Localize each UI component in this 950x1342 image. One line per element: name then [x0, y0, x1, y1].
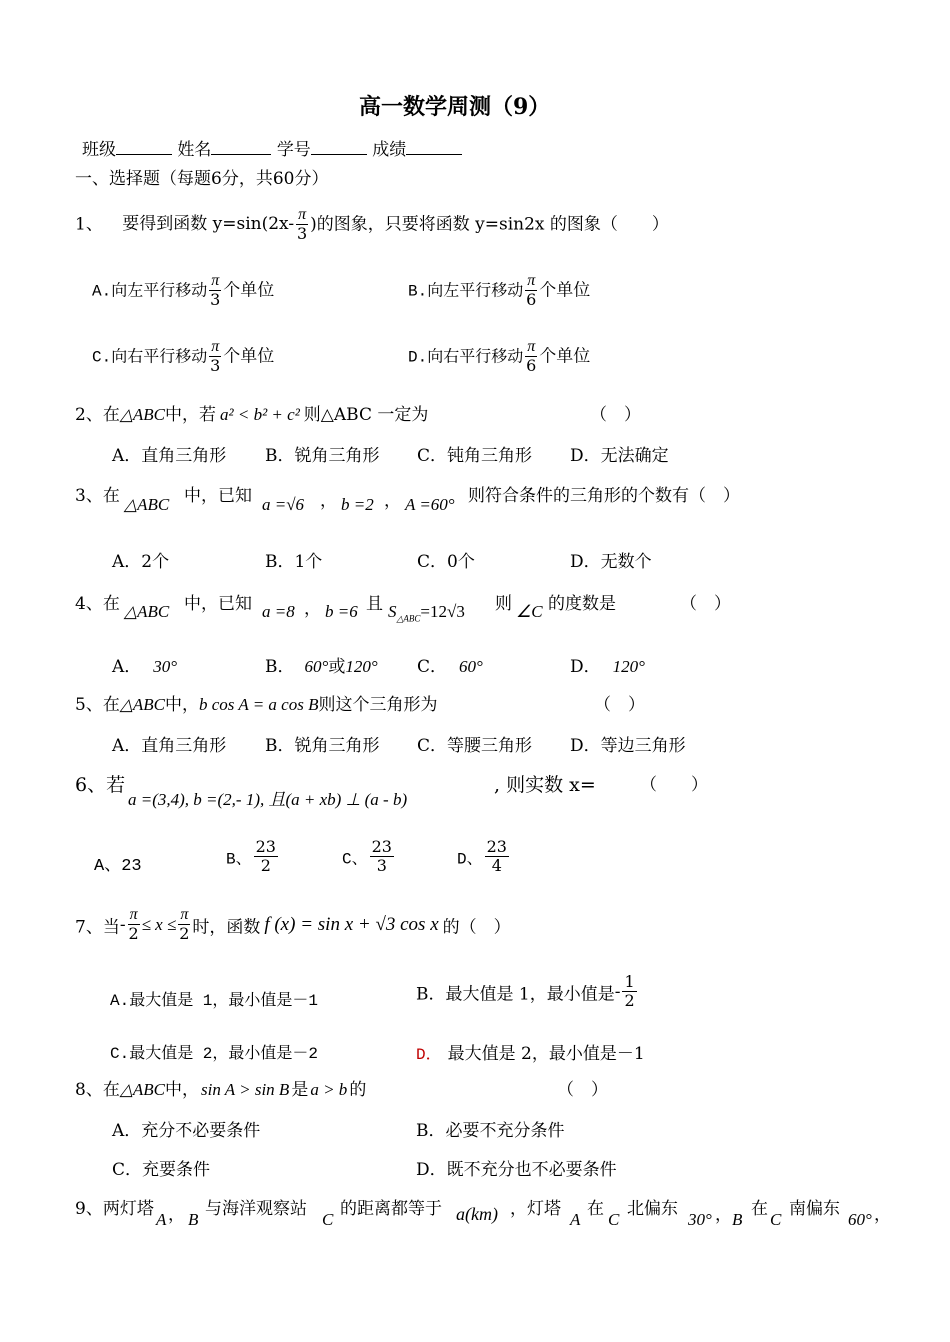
comma: ， [168, 1205, 185, 1225]
section-heading: 一、选择题（每题6分，共60分） [75, 169, 329, 189]
q9-text-5: 南偏东 [789, 1199, 840, 1219]
q9-distance: a(km) [456, 1204, 498, 1224]
comma: ， [304, 599, 321, 619]
q6-option-a[interactable]: A、23 [94, 857, 142, 876]
q2-option-d[interactable]: D．无法确定 [570, 446, 669, 466]
id-label: 学号 [276, 140, 311, 160]
q7-option-c[interactable]: C.最大值是 2，最小值是－2 [110, 1045, 319, 1063]
question-8: 8、在△ABC中， sin A > sin B 是 a > b 的 [75, 1080, 367, 1100]
q4-lead: 4、在 [75, 594, 120, 614]
q3-option-b[interactable]: B．1个 [265, 552, 323, 572]
q3-cond-b: b =2 [341, 495, 374, 514]
q6-post: , 则实数 x= [494, 774, 596, 796]
q4-cond-a: a =8 [262, 602, 295, 621]
q9-text-3: ，灯塔 [510, 1199, 561, 1219]
q8-option-c[interactable]: C．充要条件 [112, 1160, 211, 1180]
q1-option-c[interactable]: C.向右平行移动 $\frac{\pi}{3}$ 个单位 [92, 338, 275, 376]
q1-option-d[interactable]: D.向右平行移动 $\frac{\pi}{6}$ 个单位 [408, 338, 591, 376]
q3-cond-a: a =√6 [262, 495, 305, 514]
q8-option-d[interactable]: D．既不充分也不必要条件 [416, 1160, 617, 1180]
comma: ， [320, 491, 337, 511]
question-2: 2、在△ABC中，若 a² < b² + c² 则△ABC 一定为 [75, 405, 429, 425]
q5-option-a[interactable]: A．直角三角形 [112, 736, 227, 756]
triangle-abc: △ABC [119, 405, 166, 424]
question-7: 7、当- $\frac{\pi}{2}$ ≤ x ≤ $\frac{\pi}{2}$ 时，函数 f (x) = sin x + √3 cos x 的（ ） [75, 906, 511, 944]
score-label: 成绩 [372, 140, 407, 160]
student-info-line [82, 135, 462, 160]
q6-option-c[interactable]: C、 $\frac{23}{3}$ [342, 837, 392, 876]
q9-point-b: B [188, 1210, 199, 1229]
q9-text-at: 在 [751, 1199, 768, 1219]
q9-point-a: A [156, 1210, 167, 1229]
q8-option-b[interactable]: B．必要不充分条件 [416, 1121, 565, 1141]
q5-option-d[interactable]: D．等边三角形 [570, 736, 686, 756]
q6-lead: 6、若 [75, 774, 126, 796]
q9-angle-1: 30° [688, 1210, 712, 1229]
q4-and: 且 [366, 594, 383, 614]
q5-condition: b cos A = a cos B [199, 695, 319, 714]
q4-answer-paren[interactable]: （ ） [680, 594, 731, 614]
comma: ， [874, 1205, 891, 1225]
q9-point-b: B [732, 1210, 743, 1229]
q4-option-c[interactable]: C． 60° [417, 657, 483, 677]
q3-option-a[interactable]: A．2个 [112, 552, 170, 572]
q2-option-a[interactable]: A．直角三角形 [112, 446, 227, 466]
q4-area: $S_{\triangle ABC}=12√3$ [388, 602, 465, 624]
q3-cond-angle: A =60° [405, 495, 455, 514]
name-label: 姓名 [177, 140, 212, 160]
q9-text-4: 北偏东 [627, 1199, 678, 1219]
q7-option-d[interactable]: D． 最大值是 2，最小值是－1 [416, 1044, 645, 1064]
q4-then: 则 [495, 594, 512, 614]
q9-point-c: C [608, 1210, 620, 1229]
page-title: 高一数学周测（9） [359, 94, 551, 120]
q6-option-d[interactable]: D、 $\frac{23}{4}$ [457, 837, 507, 876]
q8-condition: sin A > sin B [201, 1080, 290, 1099]
name-blank[interactable] [211, 138, 271, 155]
q4-angle: ∠C [516, 602, 543, 621]
triangle-abc: △ABC [119, 695, 166, 714]
q9-text-1: 与海洋观察站 [205, 1199, 307, 1219]
q3-option-d[interactable]: D．无数个 [570, 552, 652, 572]
id-blank[interactable] [311, 138, 367, 155]
q9-angle-2: 60° [848, 1210, 872, 1229]
class-label: 班级 [82, 140, 116, 160]
q4-post: 的度数是 [548, 594, 616, 614]
q2-option-b[interactable]: B．锐角三角形 [265, 446, 380, 466]
class-blank[interactable] [116, 138, 172, 155]
q4-mid: 中，已知 [184, 594, 252, 614]
q5-option-c[interactable]: C．等腰三角形 [417, 736, 533, 756]
triangle-abc: △ABC [119, 1080, 166, 1099]
q2-option-c[interactable]: C．钝角三角形 [417, 446, 533, 466]
q1-option-a[interactable]: A.向左平行移动 $\frac{\pi}{3}$ 个单位 [92, 272, 275, 310]
q3-post: 则符合条件的三角形的个数有（ ） [468, 486, 740, 506]
q8-option-a[interactable]: A．充分不必要条件 [112, 1121, 261, 1141]
q1-fraction: $\frac{\pi}{3}$ [296, 206, 308, 244]
q9-point-c: C [770, 1210, 782, 1229]
score-blank[interactable] [406, 138, 462, 155]
q1-option-b[interactable]: B.向左平行移动 $\frac{\pi}{6}$ 个单位 [408, 272, 591, 310]
q4-option-b[interactable]: B． 60°或120° [265, 657, 378, 677]
question-number: 1、 [75, 214, 103, 235]
q6-condition: a =(3,4), b =(2,- 1), 且(a + xb) ⊥ (a - b) [128, 790, 408, 809]
q3-mid: 中，已知 [184, 486, 252, 506]
q1-text-b: )的图象，只要将函数 y=sin2x 的图象（ ） [310, 214, 669, 235]
q9-lead: 9、两灯塔 [75, 1199, 154, 1219]
triangle-abc: △ABC [124, 495, 170, 514]
q8-answer-paren[interactable]: （ ） [557, 1080, 608, 1100]
q4-option-a[interactable]: A． 30° [112, 657, 178, 677]
q3-lead: 3、在 [75, 486, 120, 506]
question-1 [75, 206, 669, 244]
comma: ， [384, 491, 401, 511]
question-5: 5、在△ABC中，b cos A = a cos B则这个三角形为 [75, 695, 438, 715]
q2-condition: a² < b² + c² [220, 405, 300, 424]
q6-answer-paren[interactable]: （ ） [640, 775, 708, 795]
q7-option-b[interactable]: B．最大值是 1，最小值是- $\frac{1}{2}$ [416, 972, 635, 1011]
q9-point-a: A [570, 1210, 581, 1229]
q5-answer-paren[interactable]: （ ） [594, 695, 645, 715]
q9-text-at: 在 [587, 1199, 604, 1219]
q7-function: f (x) = sin x + √3 cos x [264, 913, 439, 935]
q5-option-b[interactable]: B．锐角三角形 [265, 736, 380, 756]
q7-option-a[interactable]: A.最大值是 1，最小值是－1 [110, 992, 319, 1010]
triangle-abc: △ABC [124, 602, 170, 621]
q9-text-2: 的距离都等于 [340, 1199, 442, 1219]
q4-cond-b: b =6 [325, 602, 358, 621]
q3-option-c[interactable]: C．0个 [417, 552, 475, 572]
comma: ， [715, 1205, 732, 1225]
q9-point-c: C [322, 1210, 334, 1229]
q6-option-b[interactable]: B、 $\frac{23}{2}$ [226, 837, 276, 876]
q2-answer-paren[interactable]: （ ） [590, 405, 641, 425]
q1-text-a: 要得到函数 y=sin(2x- [122, 214, 295, 235]
q4-option-d[interactable]: D． 120° [570, 657, 645, 677]
